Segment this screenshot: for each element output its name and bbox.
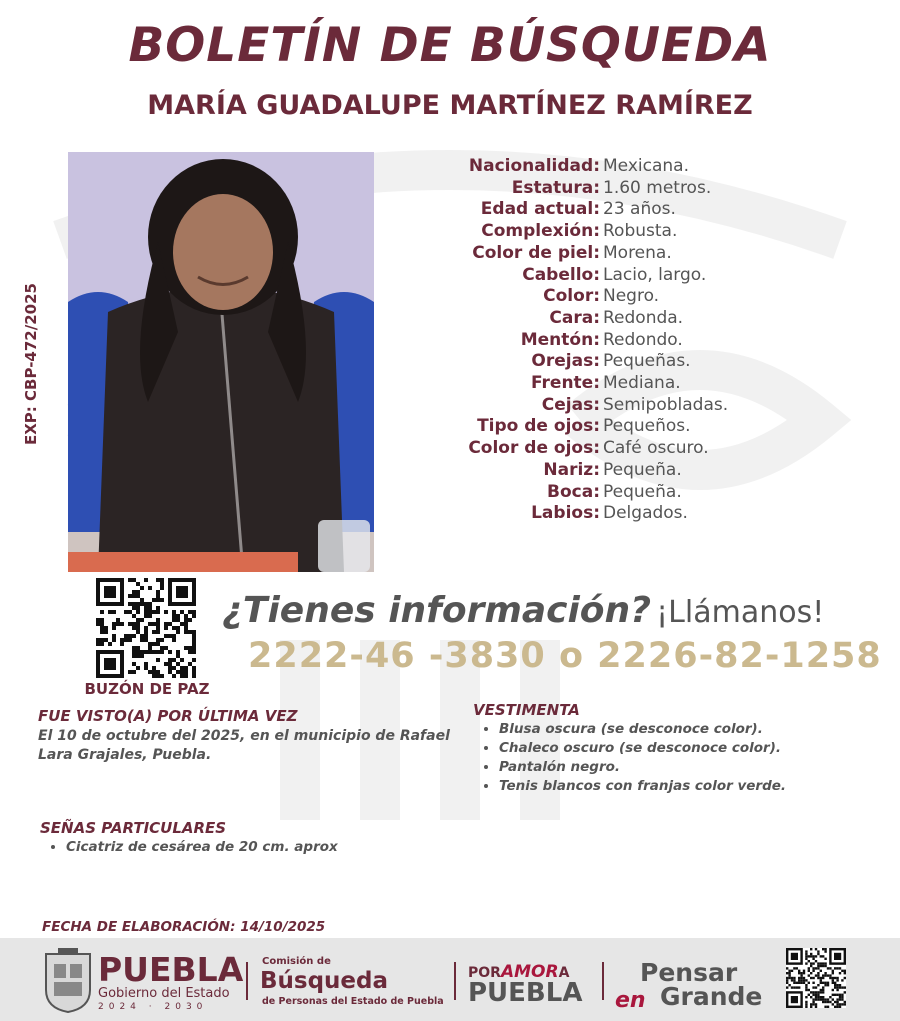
list-item: • Tenis blancos con franjas color verde. xyxy=(499,777,786,796)
trait-row xyxy=(420,221,860,243)
trait-value: Pequeños. xyxy=(603,416,691,437)
trait-label: Labios: xyxy=(531,503,600,524)
trait-row xyxy=(420,243,860,265)
trait-row xyxy=(420,438,860,460)
trait-row xyxy=(420,503,860,525)
footer-qr-code[interactable] xyxy=(786,948,846,1008)
trait-row xyxy=(420,178,860,200)
last-seen-heading: FUE VISTO(A) POR ÚLTIMA VEZ xyxy=(38,707,298,725)
missing-person-name: MARÍA GUADALUPE MARTÍNEZ RAMÍREZ xyxy=(147,90,753,121)
phone-numbers[interactable]: 2222-46 -3830 o 2226-82-1258 xyxy=(248,636,882,676)
puebla-slogan-text: PUEBLA xyxy=(468,978,583,1008)
puebla-logo-text: PUEBLA xyxy=(98,950,244,989)
trait-value: Lacio, largo. xyxy=(603,264,707,285)
trait-label: Nariz: xyxy=(543,459,600,480)
person-photo xyxy=(68,152,374,572)
info-question: ¿Tienes información? xyxy=(222,590,652,631)
divider xyxy=(454,962,456,1000)
buzon-qr-code[interactable] xyxy=(96,578,196,678)
trait-value: Negro. xyxy=(603,286,660,307)
list-item: • Cicatriz de cesárea de 20 cm. aprox xyxy=(66,838,338,857)
trait-label: Color de piel: xyxy=(472,242,600,263)
trait-row xyxy=(420,199,860,221)
trait-row xyxy=(420,330,860,352)
trait-row xyxy=(420,286,860,308)
amor-word: AMOR xyxy=(500,962,559,982)
trait-row xyxy=(420,308,860,330)
trait-value: Mexicana. xyxy=(603,156,689,176)
trait-row xyxy=(420,460,860,482)
state-shield-icon xyxy=(42,946,94,1014)
trait-value: Delgados. xyxy=(603,503,688,524)
trait-label: Tipo de ojos: xyxy=(477,416,600,437)
trait-label: Cabello: xyxy=(522,264,600,285)
gobierno-text: Gobierno del Estado xyxy=(98,986,230,1001)
trait-value: Pequeña. xyxy=(603,459,682,480)
divider xyxy=(246,962,248,1000)
trait-row xyxy=(420,373,860,395)
trait-label: Color: xyxy=(543,286,600,307)
trait-row xyxy=(420,265,860,287)
list-item: • Pantalón negro. xyxy=(499,758,786,777)
creation-date: FECHA DE ELABORACIÓN: 14/10/2025 xyxy=(42,919,326,935)
trait-value: Pequeña. xyxy=(603,481,682,502)
divider xyxy=(602,962,604,1000)
years-text: 2024 · 2030 xyxy=(98,1002,208,1012)
bulletin-title: BOLETÍN DE BÚSQUEDA xyxy=(128,18,772,73)
trait-value: 1.60 metros. xyxy=(603,177,712,198)
marks-heading: SEÑAS PARTICULARES xyxy=(40,819,227,837)
expediente-number: EXP: CBP-472/2025 xyxy=(22,283,40,445)
trait-value: Redondo. xyxy=(603,329,683,350)
last-seen-text: El 10 de octubre del 2025, en el municipio de Rafael Lara Grajales, Puebla. xyxy=(38,728,450,763)
busqueda-text: Búsqueda xyxy=(260,968,389,994)
footer-logos xyxy=(0,938,900,1021)
call-us-text: ¡Llámanos! xyxy=(656,595,825,630)
clothing-list xyxy=(473,720,786,796)
en-text: en xyxy=(615,988,646,1013)
trait-label: Nacionalidad: xyxy=(468,156,600,176)
trait-label: Cara: xyxy=(549,307,600,328)
marks-list xyxy=(40,838,338,857)
trait-row xyxy=(420,156,860,178)
trait-label: Edad actual: xyxy=(480,199,600,220)
pensar-text: Pensar xyxy=(640,958,738,987)
physical-traits xyxy=(420,156,860,525)
trait-row xyxy=(420,416,860,438)
trait-row xyxy=(420,351,860,373)
comision-text: Comisión de xyxy=(262,956,331,967)
trait-value: Robusta. xyxy=(603,221,678,242)
trait-value: 23 años. xyxy=(603,199,676,220)
list-item: • Blusa oscura (se desconoce color). xyxy=(499,720,786,739)
trait-value: Mediana. xyxy=(603,373,681,394)
trait-value: Morena. xyxy=(603,242,672,263)
call-to-action xyxy=(222,590,824,631)
a-word: A xyxy=(558,965,570,981)
trait-label: Estatura: xyxy=(511,177,600,198)
trait-label: Boca: xyxy=(547,481,600,502)
trait-label: Cejas: xyxy=(541,394,600,415)
por-word: POR xyxy=(468,965,501,981)
busqueda-subtitle: de Personas del Estado de Puebla xyxy=(262,996,444,1007)
trait-value: Pequeñas. xyxy=(603,351,691,372)
trait-value: Redonda. xyxy=(603,307,684,328)
trait-label: Frente: xyxy=(531,373,600,394)
trait-label: Color de ojos: xyxy=(468,438,600,459)
trait-label: Orejas: xyxy=(531,351,600,372)
list-item: • Chaleco oscuro (se desconoce color). xyxy=(499,739,786,758)
trait-row xyxy=(420,395,860,417)
trait-row xyxy=(420,482,860,504)
trait-value: Semipobladas. xyxy=(603,394,729,415)
trait-label: Mentón: xyxy=(520,329,600,350)
trait-label: Complexión: xyxy=(481,221,600,242)
buzon-de-paz-label: BUZÓN DE PAZ xyxy=(84,680,210,698)
clothing-heading: VESTIMENTA xyxy=(473,701,580,719)
grande-text: Grande xyxy=(660,982,763,1011)
trait-value: Café oscuro. xyxy=(603,438,709,459)
